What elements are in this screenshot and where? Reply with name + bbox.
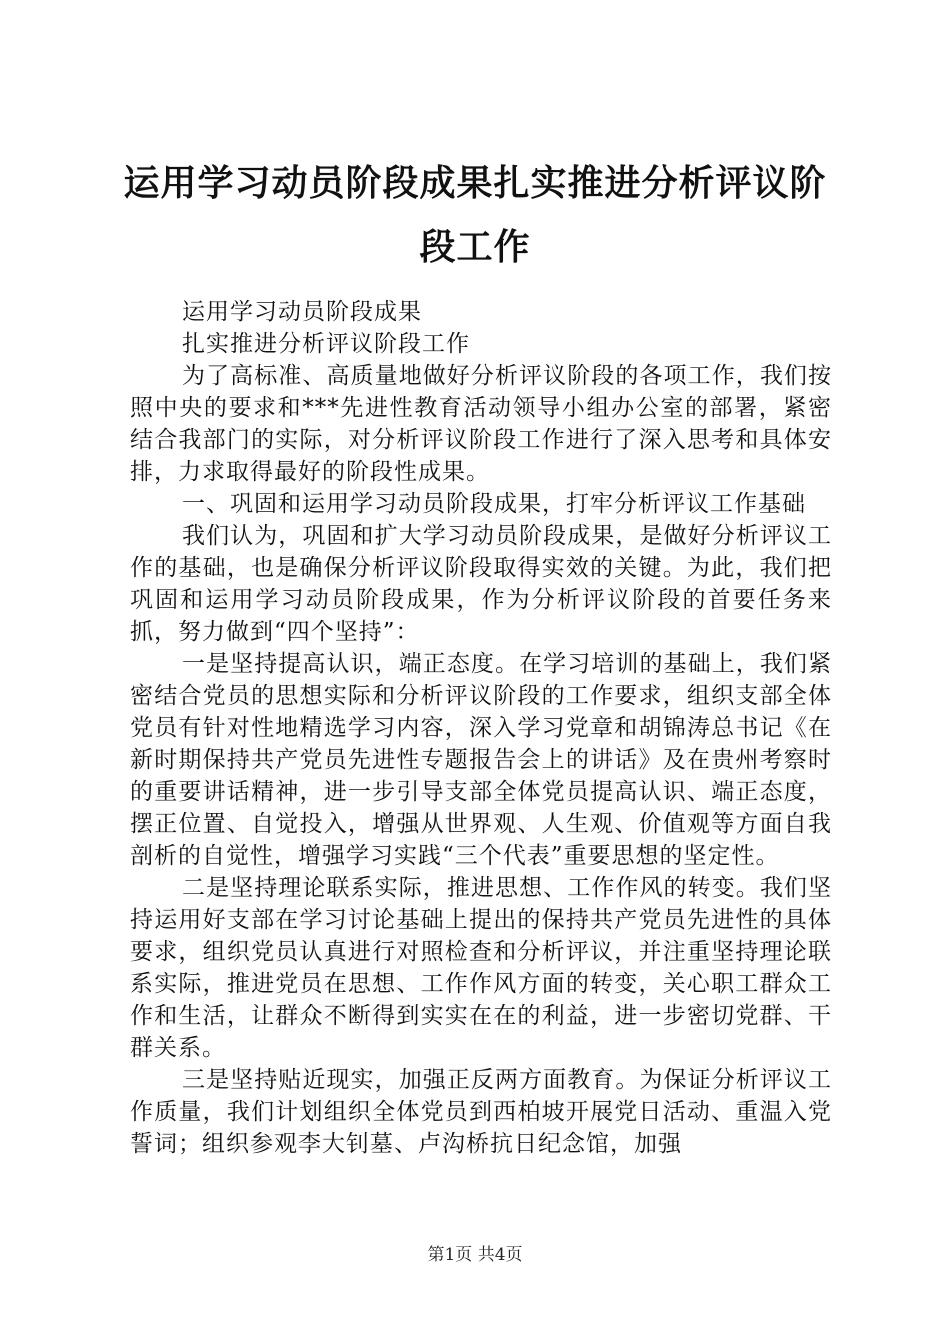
document-body: [130, 296, 832, 1160]
section-heading: 一、巩固和运用学习动员阶段成果，打牢分析评议工作基础: [182, 491, 806, 517]
subtitle-line: 运用学习动员阶段成果: [182, 299, 422, 325]
subtitle-line: 扎实推进分析评议阶段工作: [182, 331, 470, 357]
body-paragraph: 为了高标准、高质量地做好分析评议阶段的各项工作，我们按照中央的要求和***先进性教育活动领导小组办公室的部署，紧密结合我部门的实际，对分析评议阶段工作进行了深入思考和具体安排，力求取得最好的阶段性成果。: [130, 363, 832, 485]
body-paragraph: 我们认为，巩固和扩大学习动员阶段成果，是做好分析评议工作的基础，也是确保分析评议阶段取得实效的关键。为此，我们把巩固和运用学习动员阶段成果，作为分析评议阶段的首要任务来抓，努力做到“四个坚持”：: [130, 523, 832, 645]
page-number-footer: 第1页 共4页: [427, 1245, 523, 1265]
body-paragraph: 二是坚持理论联系实际，推进思想、工作作风的转变。我们坚持运用好支部在学习讨论基础上提出的保持共产党员先进性的具体要求，组织党员认真进行对照检查和分析评议，并注重坚持理论联系实际，推进党员在思想、工作作风方面的转变，关心职工群众工作和生活，让群众不断得到实实在在的利益，进一步密切党群、干群关系。: [130, 875, 832, 1061]
body-paragraph: 三是坚持贴近现实，加强正反两方面教育。为保证分析评议工作质量，我们计划组织全体党员到西柏坡开展党日活动、重温入党誓词；组织参观李大钊墓、卢沟桥抗日纪念馆，加强: [130, 1067, 832, 1157]
document-title: 运用学习动员阶段成果扎实推进分析评议阶段工作: [123, 163, 827, 268]
body-paragraph: 一是坚持提高认识，端正态度。在学习培训的基础上，我们紧密结合党员的思想实际和分析评议阶段的工作要求，组织支部全体党员有针对性地精选学习内容，深入学习党章和胡锦涛总书记《在新时期保持共产党员先进性专题报告会上的讲话》及在贵州考察时的重要讲话精神，进一步引导支部全体党员提高认识、端正态度，摆正位置、自觉投入，增强从世界观、人生观、价值观等方面自我剖析的自觉性，增强学习实践“三个代表”重要思想的坚定性。: [130, 651, 832, 869]
